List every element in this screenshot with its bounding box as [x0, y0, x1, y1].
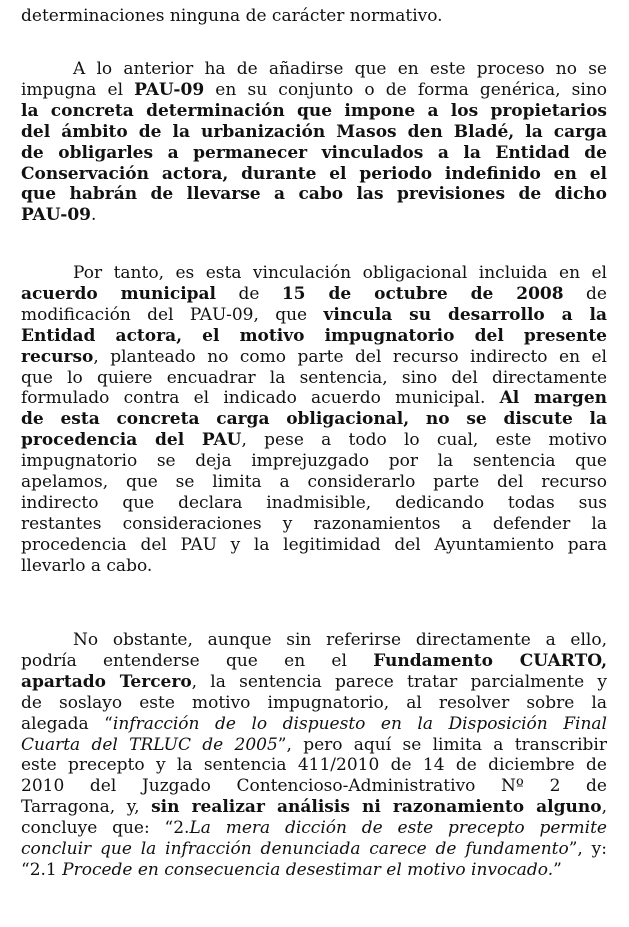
body-text: procedencia del PAU y la legitimidad del Ayuntamiento para: [21, 534, 607, 555]
body-text: impugna el: [21, 79, 135, 100]
body-text: apelamos, que se limita a considerarlo parte del recurso: [21, 472, 607, 492]
bold-text: PAU-09: [21, 205, 91, 226]
paragraph-3-line: [21, 284, 607, 304]
paragraph-2-line: [21, 143, 607, 163]
body-text: “2.1: [21, 859, 63, 880]
bold-text: Conservación actora, durante el periodo indefinido en el: [21, 163, 607, 184]
paragraph-4-line: [21, 797, 607, 817]
italic-text: Procede en consecuencia desestimar el motivo invocado.: [62, 859, 554, 880]
body-text: ”, y:: [568, 839, 607, 859]
paragraph-3-line: [21, 388, 607, 408]
paragraph-2-line: [21, 59, 607, 79]
paragraph-4-line: [21, 735, 607, 755]
body-text: en su conjunto o de forma genérica, sino: [204, 79, 608, 100]
body-text: podría entenderse que en el: [21, 650, 374, 671]
body-text: alegada “: [21, 713, 113, 734]
italic-text: infracción de lo dispuesto en la Disposición Final: [112, 713, 607, 734]
body-text: A lo anterior ha de añadirse que en este proceso no se: [73, 59, 607, 79]
body-text: determinaciones ninguna de carácter normativo.: [21, 6, 443, 26]
paragraph-1-line: [21, 6, 607, 26]
bold-text: Fundamento CUARTO,: [373, 650, 607, 671]
paragraph-4-line: [21, 630, 607, 650]
body-text: concluye que: “2.: [21, 818, 190, 839]
paragraph-3-line: [21, 514, 607, 534]
italic-text: La mera dicción de este precepto permite: [189, 818, 607, 839]
paragraph-3-line: [21, 305, 607, 325]
body-text: de soslayo este motivo impugnatorio, al resolver sobre la: [21, 692, 607, 713]
paragraph-3-line: [21, 263, 607, 283]
paragraph-2-line: [21, 101, 607, 121]
paragraph-2-line: [21, 80, 607, 100]
italic-text: Cuarta del TRLUC de 2005: [21, 734, 278, 755]
bold-text: procedencia del PAU: [21, 430, 242, 451]
paragraph-3-line: [21, 493, 607, 513]
paragraph-4-line: [21, 651, 607, 671]
paragraph-3-line: [21, 451, 607, 471]
body-text: este precepto y la sentencia 411/2010 de 14 de diciembre de: [21, 755, 607, 776]
bold-text: recurso: [21, 346, 94, 367]
paragraph-4-line: [21, 776, 607, 796]
bold-text: sin realizar análisis ni razonamiento alguno: [151, 797, 602, 818]
body-text: ”, pero aquí se limita a transcribir: [277, 734, 607, 755]
paragraph-4-line: [21, 839, 607, 859]
body-text: , la sentencia parece tratar parcialmente y: [191, 671, 607, 692]
bold-text: Entidad actora, el motivo impugnatorio del presente: [21, 325, 607, 346]
body-text: de: [563, 283, 607, 304]
body-text: impugnatorio se deja imprejuzgado por la sentencia que: [21, 451, 607, 472]
bold-text: vincula su desarrollo a la: [323, 304, 607, 325]
body-text: de: [216, 283, 282, 304]
bold-text: de esta concreta carga obligacional, no se discute la: [21, 409, 607, 430]
body-text: restantes consideraciones y razonamientos a defender la: [21, 513, 607, 534]
body-text: indirecto que declara inadmisible, dedicando todas sus: [21, 492, 607, 513]
paragraph-2-line: [21, 184, 607, 204]
body-text: Por tanto, es esta vinculación obligacional incluida en el: [73, 263, 607, 283]
bold-text: la concreta determinación que impone a los propietarios: [21, 100, 607, 121]
bold-text: acuerdo municipal: [21, 283, 217, 304]
bold-text: del ámbito de la urbanización Masos den Bladé, la carga: [21, 121, 607, 142]
paragraph-4-line: [21, 755, 607, 775]
body-text: ,: [601, 797, 607, 818]
body-text: 2010 del Juzgado Contencioso-Administrativo Nº 2 de: [21, 776, 607, 797]
bold-text: 15 de octubre de 2008: [281, 283, 564, 304]
paragraph-3-line: [21, 472, 607, 492]
paragraph-2-line: [21, 164, 607, 184]
paragraph-4-line: [21, 693, 607, 713]
body-text: Tarragona, y,: [21, 797, 152, 818]
paragraph-2-line: [21, 205, 607, 225]
body-text: No obstante, aunque sin referirse directamente a ello,: [73, 630, 607, 650]
body-text: .: [90, 205, 97, 226]
italic-text: concluir que la infracción denunciada carece de fundamento: [21, 839, 569, 859]
bold-text: apartado Tercero: [21, 671, 192, 692]
paragraph-3-line: [21, 556, 607, 576]
paragraph-4-line: [21, 860, 607, 880]
bold-text: Al margen: [499, 388, 607, 409]
body-text: llevarlo a cabo.: [21, 555, 153, 576]
paragraph-4-line: [21, 818, 607, 838]
body-text: , planteado no como parte del recurso indirecto en el: [93, 346, 607, 367]
body-text: que lo quiere encuadrar la sentencia, sino del directamente: [21, 367, 607, 388]
paragraph-4-line: [21, 714, 607, 734]
body-text: ”: [553, 859, 562, 880]
paragraph-3-line: [21, 409, 607, 429]
paragraph-3-line: [21, 430, 607, 450]
paragraph-3-line: [21, 347, 607, 367]
paragraph-3-line: [21, 368, 607, 388]
body-text: modificación del PAU-09, que: [21, 304, 324, 325]
paragraph-4-line: [21, 672, 607, 692]
bold-text: PAU-09: [134, 79, 205, 100]
body-text: formulado contra el indicado acuerdo municipal.: [21, 388, 500, 409]
body-text: , pese a todo lo cual, este motivo: [241, 430, 607, 451]
bold-text: que habrán de llevarse a cabo las previsiones de dicho: [21, 184, 607, 205]
paragraph-3-line: [21, 535, 607, 555]
bold-text: de obligarles a permanecer vinculados a la Entidad de: [21, 142, 607, 163]
paragraph-3-line: [21, 326, 607, 346]
paragraph-2-line: [21, 122, 607, 142]
